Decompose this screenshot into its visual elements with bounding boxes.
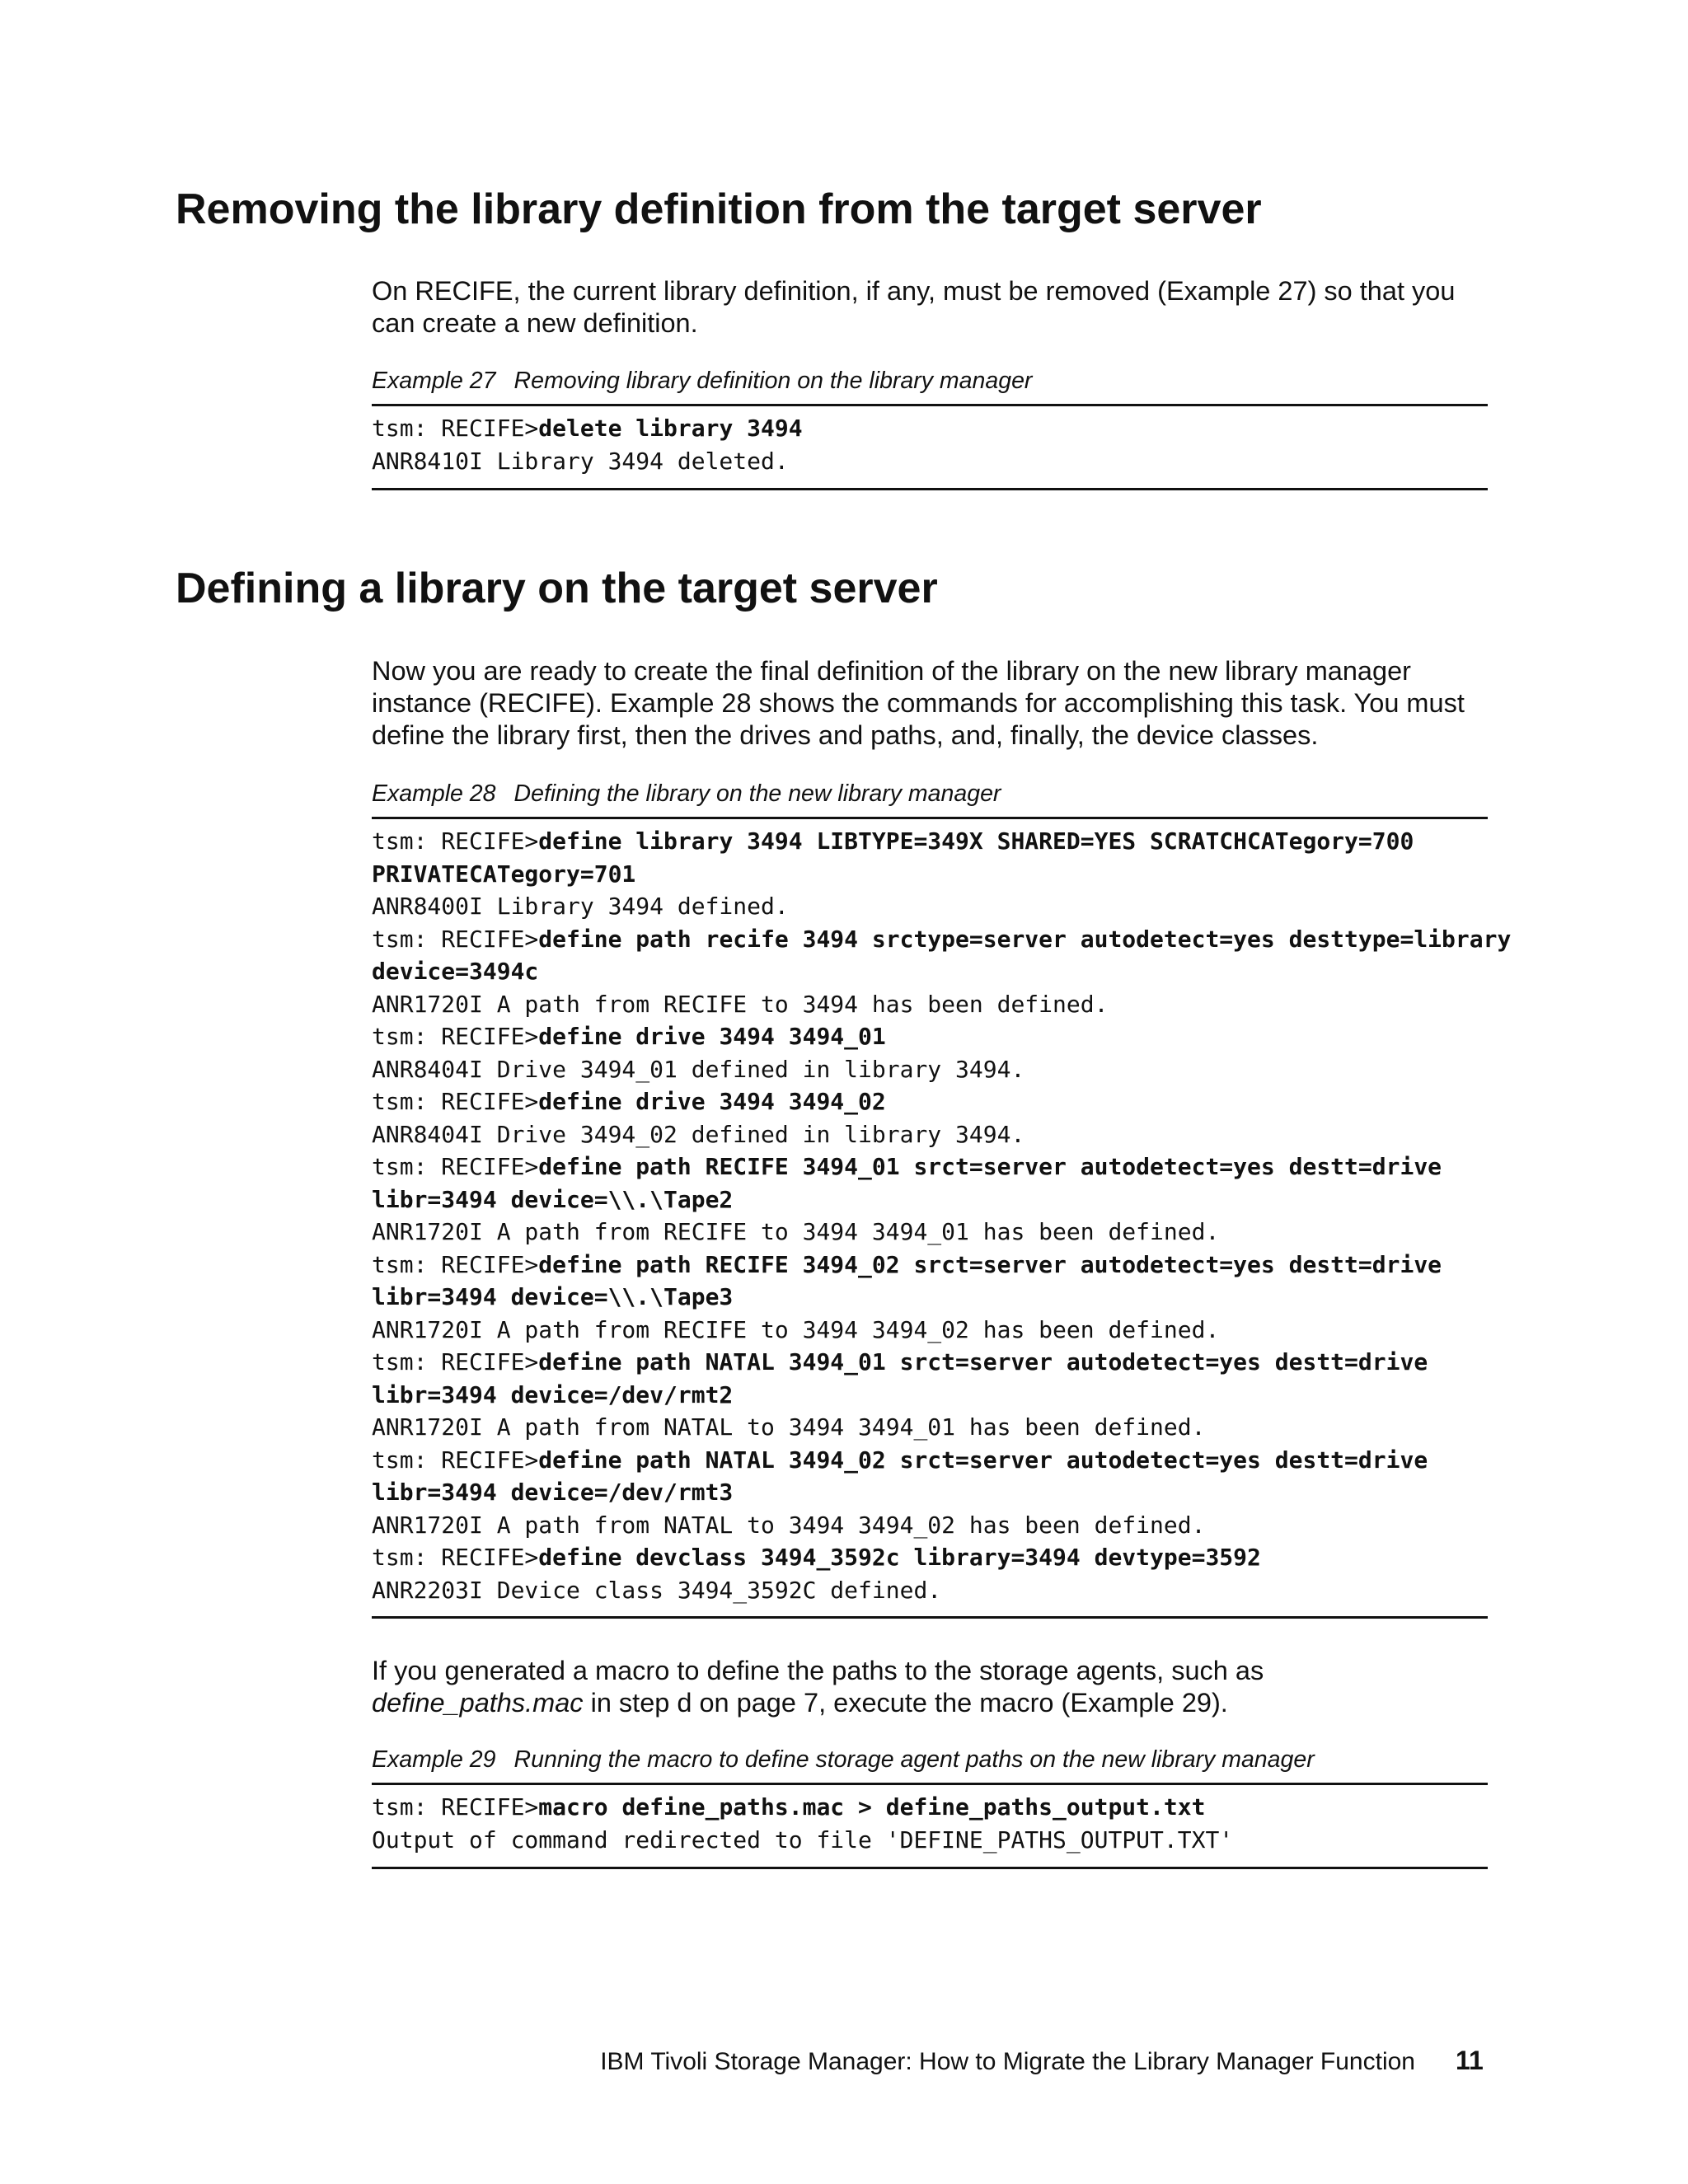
- example-29-top-rule: [372, 1783, 1488, 1785]
- code-output: ANR8404I Drive 3494_02 defined in library 3494.: [372, 1120, 1025, 1148]
- code-output: ANR8404I Drive 3494_01 defined in library 3494.: [372, 1055, 1025, 1083]
- code-line: [372, 1020, 1488, 1053]
- code-line: [372, 412, 1488, 445]
- paragraph-defining-library: Now you are ready to create the final definition of the library on the new library manager instance (RECIFE). Example 28 shows the commands for accomplishing this task. You must define the library first, then the drives and paths, and, finally, the device classes.: [372, 656, 1465, 750]
- example-28-number: Example 28: [372, 780, 496, 807]
- paragraph-removing-library: On RECIFE, the current library definition, if any, must be removed (Example 27) so that you can create a new definition.: [372, 276, 1456, 338]
- code-output: ANR1720I A path from RECIFE to 3494 3494_02 has been defined.: [372, 1315, 1220, 1343]
- code-line: [372, 1118, 1488, 1151]
- paragraph-macro-text-after: in step d on page 7, execute the macro (Example 29).: [583, 1688, 1228, 1718]
- code-command: libr=3494 device=\\.\Tape3: [372, 1283, 734, 1310]
- code-output: ANR1720I A path from RECIFE to 3494 3494_01 has been defined.: [372, 1218, 1220, 1245]
- code-line: [372, 1151, 1488, 1183]
- code-line: [372, 1249, 1488, 1282]
- code-prompt: tsm: RECIFE>: [372, 925, 539, 953]
- example-29-caption: [372, 1746, 1315, 1773]
- code-command: device=3494c: [372, 958, 539, 985]
- example-29-code-block: [372, 1791, 1488, 1856]
- code-prompt: tsm: RECIFE>: [372, 1023, 539, 1050]
- example-28-bottom-rule: [372, 1616, 1488, 1619]
- code-line: [372, 1411, 1488, 1444]
- example-29-bottom-rule: [372, 1867, 1488, 1869]
- code-line: [372, 1085, 1488, 1118]
- code-prompt: tsm: RECIFE>: [372, 1793, 539, 1821]
- example-27-number: Example 27: [372, 368, 496, 394]
- code-line: [372, 890, 1488, 923]
- example-28-code-block: [372, 825, 1512, 1606]
- code-line: [372, 955, 1488, 988]
- code-command: libr=3494 device=/dev/rmt3: [372, 1479, 734, 1506]
- footer-title: IBM Tivoli Storage Manager: How to Migrate the Library Manager Function: [600, 2048, 1415, 2075]
- code-prompt: tsm: RECIFE>: [372, 827, 539, 855]
- code-line: [372, 1314, 1488, 1347]
- code-command: libr=3494 device=\\.\Tape2: [372, 1185, 734, 1213]
- example-27-title: Removing library definition on the library manager: [513, 368, 1033, 394]
- code-command: define path NATAL 3494_01 srct=server autodetect=yes destt=drive: [538, 1348, 1428, 1376]
- code-line: [372, 1444, 1488, 1477]
- code-output: ANR1720I A path from NATAL to 3494 3494_02 has been defined.: [372, 1511, 1206, 1539]
- code-line: [372, 1216, 1488, 1249]
- code-command: libr=3494 device=/dev/rmt2: [372, 1380, 734, 1408]
- code-command: define library 3494 LIBTYPE=349X SHARED=YES SCRATCHCATegory=700: [538, 827, 1414, 855]
- example-27-code-block: [372, 412, 1488, 477]
- section-heading-defining-library: Defining a library on the target server: [176, 565, 938, 612]
- example-28-title: Defining the library on the new library manager: [513, 780, 1001, 807]
- code-output: ANR1720I A path from NATAL to 3494 3494_01 has been defined.: [372, 1413, 1206, 1441]
- code-output: Output of command redirected to file 'DEFINE_PATHS_OUTPUT.TXT': [372, 1825, 1234, 1854]
- code-prompt: tsm: RECIFE>: [372, 1153, 539, 1180]
- section-heading-removing-library: Removing the library definition from the target server: [176, 185, 1262, 233]
- page-number: 11: [1456, 2046, 1484, 2075]
- code-line: [372, 1824, 1488, 1857]
- code-command: PRIVATECATegory=701: [372, 860, 636, 888]
- code-command: define path RECIFE 3494_01 srct=server autodetect=yes destt=drive: [538, 1153, 1442, 1180]
- code-line: [372, 1791, 1488, 1824]
- code-command: define path recife 3494 srctype=server autodetect=yes desttype=library: [538, 925, 1512, 953]
- code-line: [372, 1476, 1488, 1509]
- example-28-top-rule: [372, 817, 1488, 819]
- code-prompt: tsm: RECIFE>: [372, 415, 539, 442]
- example-29-title: Running the macro to define storage agent paths on the new library manager: [513, 1746, 1315, 1773]
- code-line: [372, 1574, 1488, 1607]
- code-prompt: tsm: RECIFE>: [372, 1348, 539, 1376]
- code-command: define drive 3494 3494_01: [538, 1023, 886, 1050]
- code-command: macro define_paths.mac > define_paths_output.txt: [538, 1793, 1206, 1821]
- paragraph-macro: [372, 1655, 1493, 1719]
- code-line: [372, 1183, 1488, 1216]
- code-prompt: tsm: RECIFE>: [372, 1250, 539, 1278]
- code-output: ANR8400I Library 3494 defined.: [372, 893, 789, 920]
- example-27-bottom-rule: [372, 488, 1488, 490]
- example-29-number: Example 29: [372, 1746, 496, 1773]
- example-28-caption: [372, 780, 1001, 807]
- code-prompt: tsm: RECIFE>: [372, 1446, 539, 1474]
- code-line: [372, 923, 1512, 956]
- code-line: [372, 1053, 1488, 1086]
- code-command: define drive 3494 3494_02: [538, 1088, 886, 1115]
- code-command: define path NATAL 3494_02 srct=server autodetect=yes destt=drive: [538, 1446, 1428, 1474]
- code-command: delete library 3494: [538, 415, 803, 442]
- code-output: ANR2203I Device class 3494_3592C defined.: [372, 1576, 942, 1604]
- code-line: [372, 445, 1488, 478]
- paragraph-macro-filename: define_paths.mac: [372, 1688, 584, 1718]
- code-command: define devclass 3494_3592c library=3494 devtype=3592: [538, 1544, 1261, 1571]
- code-line: [372, 988, 1488, 1021]
- code-line: [372, 1509, 1488, 1542]
- paragraph-macro-text-before: If you generated a macro to define the paths to the storage agents, such as: [372, 1656, 1264, 1685]
- code-line: [372, 1379, 1488, 1412]
- code-output: ANR1720I A path from RECIFE to 3494 has been defined.: [372, 990, 1109, 1018]
- code-command: define path RECIFE 3494_02 srct=server autodetect=yes destt=drive: [538, 1250, 1442, 1278]
- code-prompt: tsm: RECIFE>: [372, 1544, 539, 1571]
- code-prompt: tsm: RECIFE>: [372, 1088, 539, 1115]
- code-line: [372, 1346, 1488, 1379]
- code-line: [372, 858, 1488, 891]
- code-line: [372, 825, 1488, 858]
- code-line: [372, 1281, 1488, 1314]
- example-27-top-rule: [372, 404, 1488, 406]
- code-output: ANR8410I Library 3494 deleted.: [372, 447, 789, 475]
- example-27-caption: [372, 368, 1032, 394]
- code-line: [372, 1541, 1488, 1574]
